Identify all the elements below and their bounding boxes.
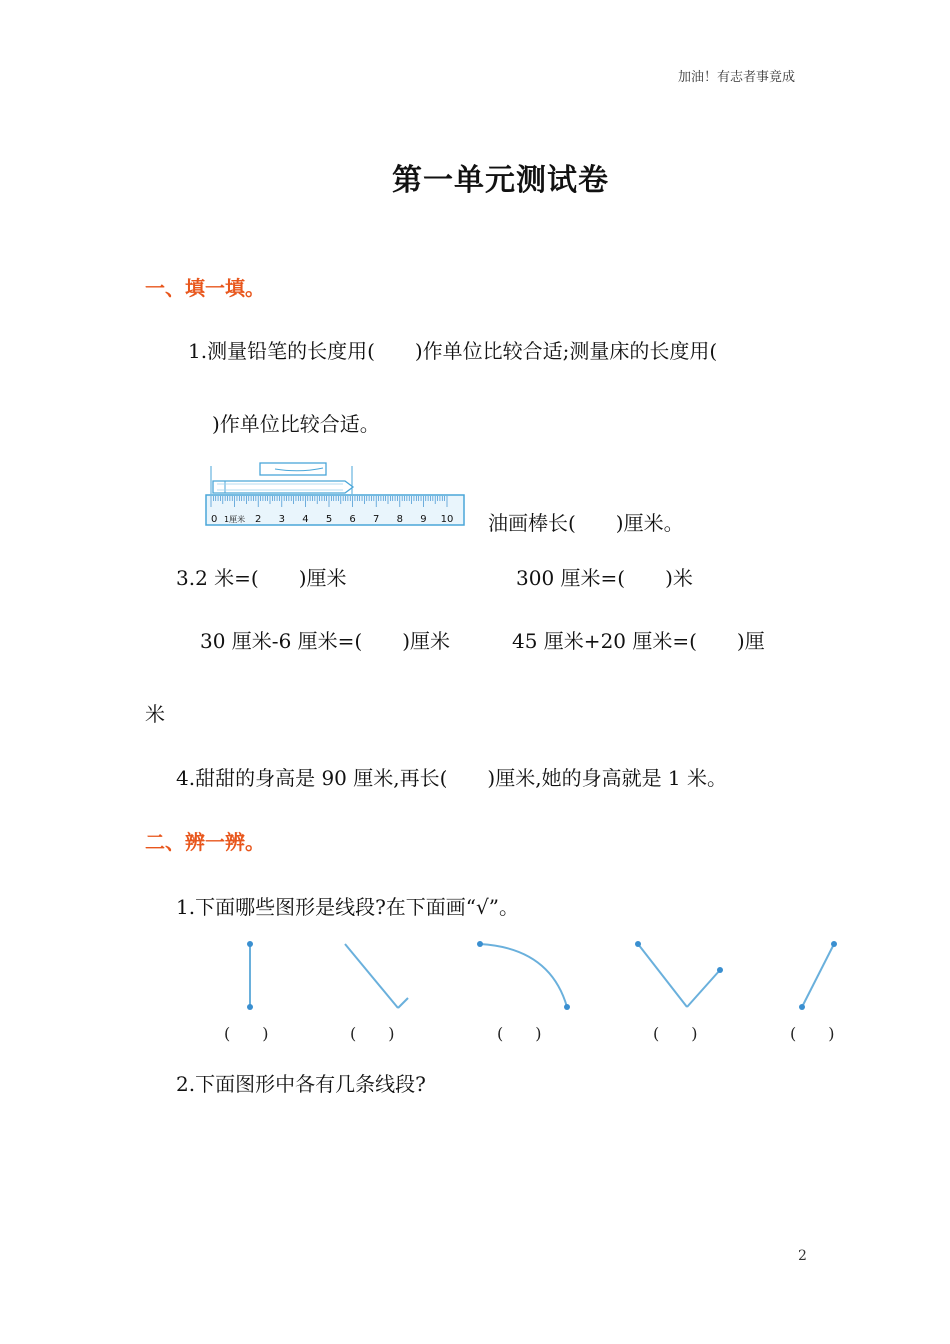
question-3-c: 30 厘米-6 厘米=( )厘米 (200, 629, 451, 653)
ruler-label: 4 (302, 514, 309, 525)
question-1-line-2: )作单位比较合适。 (212, 412, 380, 436)
ruler-label: 10 (440, 514, 454, 525)
figure-ray-hook (345, 944, 408, 1008)
page-number: 2 (798, 1248, 807, 1264)
ruler-with-crayon-figure (205, 458, 467, 528)
figure-angle (635, 941, 723, 1007)
ruler-label: 9 (420, 514, 427, 525)
ruler-icon (206, 495, 464, 525)
header-motto: 加油！有志者事竟成 (678, 70, 796, 85)
line-figures (200, 930, 860, 1020)
answer-paren-5[interactable]: ( ) (790, 1024, 835, 1043)
ruler-label: 6 (349, 514, 356, 525)
answer-paren-2[interactable]: ( ) (350, 1024, 395, 1043)
ruler-label: 0 (211, 514, 218, 525)
question-4: 4.甜甜的身高是 90 厘米,再长( )厘米,她的身高就是 1 米。 (176, 766, 728, 790)
answer-paren-1[interactable]: ( ) (224, 1024, 269, 1043)
ruler-label: 1厘米 (224, 515, 246, 524)
section1-heading: 一、填一填。 (145, 276, 265, 300)
ruler-label: 8 (396, 514, 403, 525)
figure-arc (477, 941, 570, 1010)
question-1-line-1: 1.测量铅笔的长度用( )作单位比较合适;测量床的长度用( (188, 339, 718, 363)
question-3-d-wrap: 米 (145, 702, 165, 726)
figure-segment-diagonal (799, 941, 837, 1010)
ruler-label: 3 (278, 514, 285, 525)
figure-segment-vertical (247, 941, 253, 1010)
question-2-text: 油画棒长( )厘米。 (488, 511, 684, 535)
answer-paren-4[interactable]: ( ) (653, 1024, 698, 1043)
answer-paren-3[interactable]: ( ) (497, 1024, 542, 1043)
ruler-label: 7 (373, 514, 380, 525)
section2-question-2: 2.下面图形中各有几条线段? (176, 1072, 426, 1096)
page-title: 第一单元测试卷 (392, 163, 609, 198)
section2-question-1: 1.下面哪些图形是线段?在下面画“√”。 (176, 895, 519, 919)
crayon-icon (211, 463, 353, 494)
ruler-label: 2 (255, 514, 262, 525)
question-3-b: 300 厘米=( )米 (516, 566, 693, 590)
question-3-d: 45 厘米+20 厘米=( )厘 (512, 629, 765, 653)
ruler-label: 5 (325, 514, 333, 525)
question-3-a: 3.2 米=( )厘米 (176, 566, 347, 590)
section2-heading: 二、辨一辨。 (145, 830, 265, 854)
